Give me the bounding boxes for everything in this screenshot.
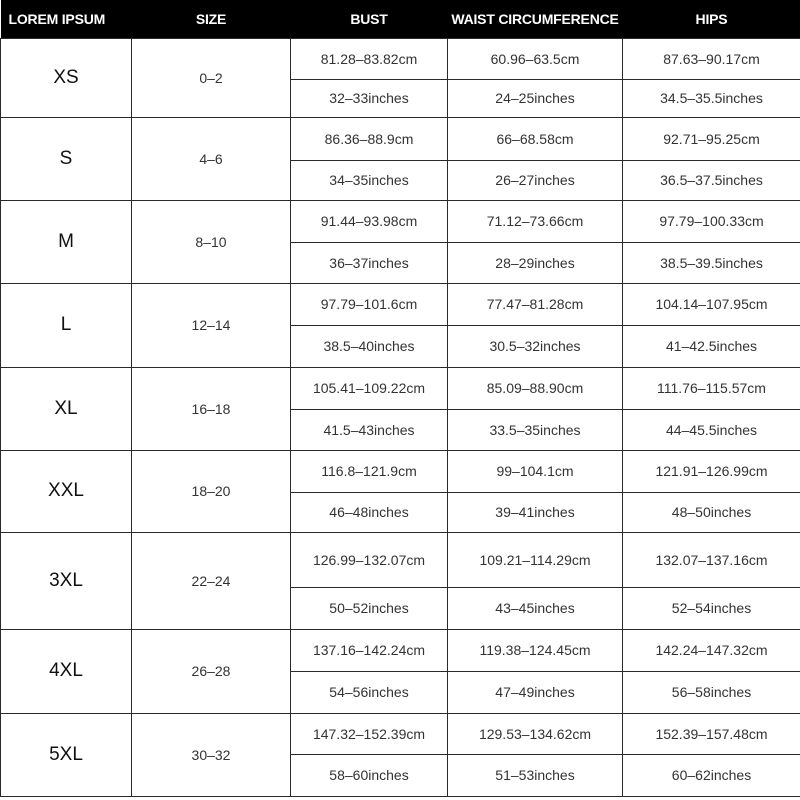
hips-cm-cell: 111.76–115.57cm — [623, 367, 800, 409]
size-range-cell: 30–32 — [132, 713, 291, 796]
bust-inches-cell: 46–48inches — [291, 492, 448, 532]
waist-inches-cell: 47–49inches — [448, 671, 623, 713]
waist-inches-cell: 39–41inches — [448, 492, 623, 532]
waist-cm-cell: 85.09–88.90cm — [448, 367, 623, 409]
waist-cm-cell: 129.53–134.62cm — [448, 713, 623, 754]
hips-inches-cell: 56–58inches — [623, 671, 800, 713]
size-label-cell: XXL — [1, 450, 132, 532]
header-size: SIZE — [132, 0, 291, 38]
hips-inches-cell: 36.5–37.5inches — [623, 160, 800, 200]
size-label-cell: M — [1, 200, 132, 283]
waist-inches-cell: 28–29inches — [448, 242, 623, 283]
header-row — [1, 0, 800, 38]
size-range-cell: 8–10 — [132, 200, 291, 283]
waist-inches-cell: 26–27inches — [448, 160, 623, 200]
table-row — [1, 367, 800, 409]
size-label-cell: S — [1, 117, 132, 200]
waist-inches-cell: 30.5–32inches — [448, 325, 623, 367]
hips-inches-cell: 48–50inches — [623, 492, 800, 532]
table-row — [1, 532, 800, 587]
table-row — [1, 283, 800, 325]
bust-inches-cell: 50–52inches — [291, 587, 448, 629]
waist-cm-cell: 77.47–81.28cm — [448, 283, 623, 325]
bust-inches-cell: 41.5–43inches — [291, 409, 448, 450]
waist-inches-cell: 51–53inches — [448, 754, 623, 796]
hips-inches-cell: 44–45.5inches — [623, 409, 800, 450]
size-range-cell: 4–6 — [132, 117, 291, 200]
size-range-cell: 26–28 — [132, 629, 291, 713]
hips-cm-cell: 97.79–100.33cm — [623, 200, 800, 242]
waist-inches-cell: 43–45inches — [448, 587, 623, 629]
table-row — [1, 713, 800, 754]
size-label-cell: 5XL — [1, 713, 132, 796]
bust-cm-cell: 147.32–152.39cm — [291, 713, 448, 754]
table-row — [1, 117, 800, 160]
waist-cm-cell: 119.38–124.45cm — [448, 629, 623, 671]
bust-cm-cell: 91.44–93.98cm — [291, 200, 448, 242]
size-range-cell: 22–24 — [132, 532, 291, 629]
bust-inches-cell: 32–33inches — [291, 79, 448, 117]
hips-inches-cell: 41–42.5inches — [623, 325, 800, 367]
table-row — [1, 629, 800, 671]
bust-cm-cell: 126.99–132.07cm — [291, 532, 448, 587]
waist-inches-cell: 33.5–35inches — [448, 409, 623, 450]
hips-inches-cell: 34.5–35.5inches — [623, 79, 800, 117]
hips-cm-cell: 121.91–126.99cm — [623, 450, 800, 492]
size-range-cell: 16–18 — [132, 367, 291, 450]
table-body — [1, 38, 800, 796]
header-hips: HIPS — [623, 0, 800, 38]
header-waist: WAIST CIRCUMFERENCE — [448, 0, 623, 38]
hips-cm-cell: 152.39–157.48cm — [623, 713, 800, 754]
bust-cm-cell: 81.28–83.82cm — [291, 38, 448, 79]
bust-inches-cell: 58–60inches — [291, 754, 448, 796]
table-row — [1, 38, 800, 79]
hips-cm-cell: 92.71–95.25cm — [623, 117, 800, 160]
size-range-cell: 18–20 — [132, 450, 291, 532]
hips-cm-cell: 142.24–147.32cm — [623, 629, 800, 671]
header-bust: BUST — [291, 0, 448, 38]
bust-inches-cell: 38.5–40inches — [291, 325, 448, 367]
table-row — [1, 200, 800, 242]
hips-cm-cell: 104.14–107.95cm — [623, 283, 800, 325]
bust-cm-cell: 116.8–121.9cm — [291, 450, 448, 492]
waist-cm-cell: 66–68.58cm — [448, 117, 623, 160]
waist-inches-cell: 24–25inches — [448, 79, 623, 117]
waist-cm-cell: 60.96–63.5cm — [448, 38, 623, 79]
bust-inches-cell: 54–56inches — [291, 671, 448, 713]
hips-cm-cell: 87.63–90.17cm — [623, 38, 800, 79]
size-range-cell: 0–2 — [132, 38, 291, 117]
bust-inches-cell: 36–37inches — [291, 242, 448, 283]
size-label-cell: 4XL — [1, 629, 132, 713]
bust-inches-cell: 34–35inches — [291, 160, 448, 200]
size-label-cell: 3XL — [1, 532, 132, 629]
hips-inches-cell: 60–62inches — [623, 754, 800, 796]
size-label-cell: XS — [1, 38, 132, 117]
hips-cm-cell: 132.07–137.16cm — [623, 532, 800, 587]
bust-cm-cell: 105.41–109.22cm — [291, 367, 448, 409]
waist-cm-cell: 71.12–73.66cm — [448, 200, 623, 242]
bust-cm-cell: 86.36–88.9cm — [291, 117, 448, 160]
hips-inches-cell: 38.5–39.5inches — [623, 242, 800, 283]
bust-cm-cell: 137.16–142.24cm — [291, 629, 448, 671]
hips-inches-cell: 52–54inches — [623, 587, 800, 629]
size-label-cell: L — [1, 283, 132, 367]
waist-cm-cell: 99–104.1cm — [448, 450, 623, 492]
table-row — [1, 450, 800, 492]
size-label-cell: XL — [1, 367, 132, 450]
size-range-cell: 12–14 — [132, 283, 291, 367]
waist-cm-cell: 109.21–114.29cm — [448, 532, 623, 587]
header-label: LOREM IPSUM — [1, 0, 132, 38]
bust-cm-cell: 97.79–101.6cm — [291, 283, 448, 325]
